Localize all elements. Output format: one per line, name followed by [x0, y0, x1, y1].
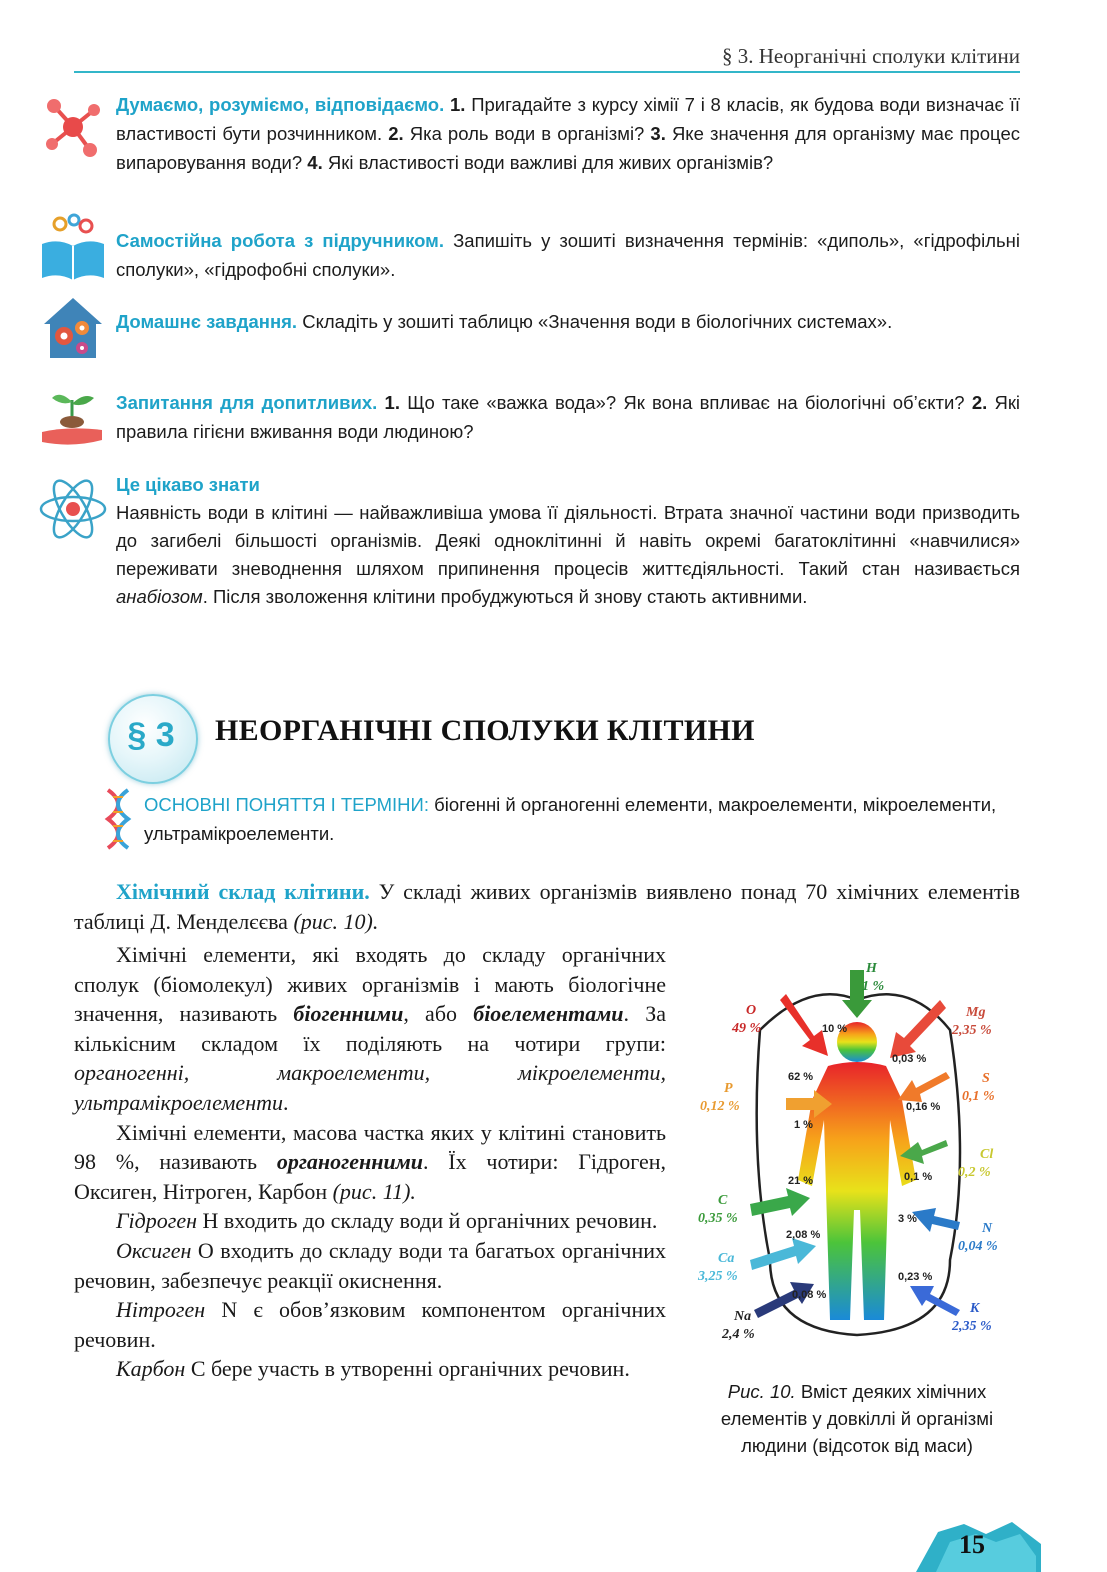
value-Ca: 3,25 % [698, 1269, 738, 1284]
section-number: § 3 [127, 716, 175, 754]
label-Mg: Mg [966, 1005, 986, 1020]
homework-block: Домашнє завдання. Складіть у зошиті таблицю «Значення води в біологічних системах». [116, 311, 893, 332]
label-Cl: Cl [980, 1147, 994, 1162]
value-Mg: 2,35 % [952, 1023, 992, 1038]
paragraph-intro: Хімічний склад клітини. У складі живих організмів виявлено понад 70 хімічних елементів таблиці Д. Менделєєва (рис. 10). [74, 879, 1020, 934]
think-block: Думаємо, розуміємо, відповідаємо. 1. Пригадайте з курсу хімії 7 і 8 класів, як будова води визначає її властивості бути розчинником. 2. Яка роль води в організмі? 3. Яке значення для організму має процес випаровування води? 4. Які властивості води важливі для живих організмів? [116, 94, 1021, 173]
running-header: § 3. Неорганічні сполуки клітини [722, 44, 1020, 68]
inner-value-H: 10 % [822, 1023, 848, 1035]
inner-value-S: 0,16 % [906, 1101, 941, 1113]
paragraph-carbon: Карбон C бере участь в утворенні органічних речовин. [116, 1356, 630, 1382]
inner-value-N: 3 % [898, 1213, 917, 1225]
value-O: 49 % [732, 1021, 762, 1036]
paragraph-organogenic: Хімічні елементи, масова частка яких у клітині становить 98 %, називають органогенними. Їх чотири: Гідроген, Оксиген, Нітроген, Карбон (рис. 11). [74, 1119, 667, 1204]
value-Na: 2,4 % [722, 1327, 755, 1342]
label-Ca: Ca [718, 1251, 735, 1266]
curious-block: Запитання для допитливих. 1. Що таке «важка вода»? Як вона впливає на біологічні об’єкти? 2. Які правила гігієни вживання води людиною? [116, 392, 1021, 442]
value-S: 0,1 % [962, 1089, 995, 1104]
label-Na: Na [734, 1309, 752, 1324]
paragraph-hydrogen: Гідроген H входить до складу води й органічних речовин. [116, 1208, 658, 1234]
book-gears-icon [38, 210, 108, 284]
figure-caption: Рис. 10. Вміст деяких хімічних елементів у довкіллі й організмі людини (відсоток від маси) [720, 1381, 994, 1456]
inner-value-Ca: 2,08 % [786, 1229, 821, 1241]
molecule-icon [38, 92, 108, 162]
label-P: P [724, 1081, 733, 1096]
value-K: 2,35 % [952, 1319, 992, 1334]
inner-value-P: 1 % [794, 1119, 813, 1131]
interesting-block: Це цікаво знати Наявність води в клітині — найважливіша умова її діяльності. Втрата значної частини води призводить до загибелі більшості організмів. Деякі одноклітинні й навіть окремі багатоклітинні «навчилися» переживати зневоднення шляхом припинення процесів життєдіяльності. Такий стан називається анабіозом. Після зволоження клітини пробуджуються й знову стають активними. [116, 470, 1020, 611]
label-N: N [982, 1221, 993, 1236]
think-label: Думаємо, розуміємо, відповідаємо. [116, 94, 445, 115]
page-number: 15 [959, 1530, 985, 1559]
dna-icon [104, 788, 132, 850]
paragraph-oxygen: Оксиген O входить до складу води та багатьох органічних речовин, забезпечує реакції окиснення. [74, 1237, 667, 1293]
hand-sprout-icon [38, 386, 108, 456]
header-rule [74, 71, 1020, 73]
label-S: S [982, 1071, 990, 1086]
paragraph-nitrogen: Нітроген N є обов’язковим компонентом органічних речовин. [74, 1297, 666, 1352]
inner-value-O: 62 % [788, 1071, 814, 1083]
inner-value-Mg: 0,03 % [892, 1053, 927, 1065]
inner-value-Na: 0,08 % [792, 1289, 827, 1301]
label-C: C [718, 1193, 728, 1208]
label-O: O [746, 1003, 757, 1018]
label-K: K [970, 1301, 980, 1316]
body-column [74, 940, 666, 1384]
value-Cl: 0,2 % [958, 1165, 991, 1180]
house-gears-icon [38, 292, 108, 362]
section-title: НЕОРГАНІЧНІ СПОЛУКИ КЛІТИНИ [215, 714, 755, 747]
figure-human-elements [690, 960, 1024, 1360]
atom-icon [38, 474, 108, 544]
inner-value-C: 21 % [788, 1175, 814, 1187]
inner-value-Cl: 0,1 % [904, 1171, 933, 1183]
paragraph-biogenic: Хімічні елементи, які входять до складу органічних сполук (біомолекул) живих організмів і мають біологічне значення, називають біогенними, або біоелементами. За кількісним складом їх поділяють на чотири групи: органогенні, макроелементи, мікроелементи, ультрамікроелементи. [74, 942, 666, 1115]
value-C: 0,35 % [698, 1211, 738, 1226]
value-P: 0,12 % [700, 1099, 740, 1114]
selfwork-block: Самостійна робота з підручником. Запишіть у зошиті визначення термінів: «диполь», «гідрофільні сполуки», «гідрофобні сполуки». [116, 230, 1021, 280]
key-terms: ОСНОВНІ ПОНЯТТЯ І ТЕРМІНИ: біогенні й органогенні елементи, макроелементи, мікроелементи, ультрамікроелементи. [144, 794, 997, 844]
inner-value-K: 0,23 % [898, 1271, 933, 1283]
value-H: 1 % [862, 979, 885, 994]
label-H: H [866, 961, 877, 976]
interesting-label: Це цікаво знати [116, 474, 260, 495]
value-N: 0,04 % [958, 1239, 998, 1254]
